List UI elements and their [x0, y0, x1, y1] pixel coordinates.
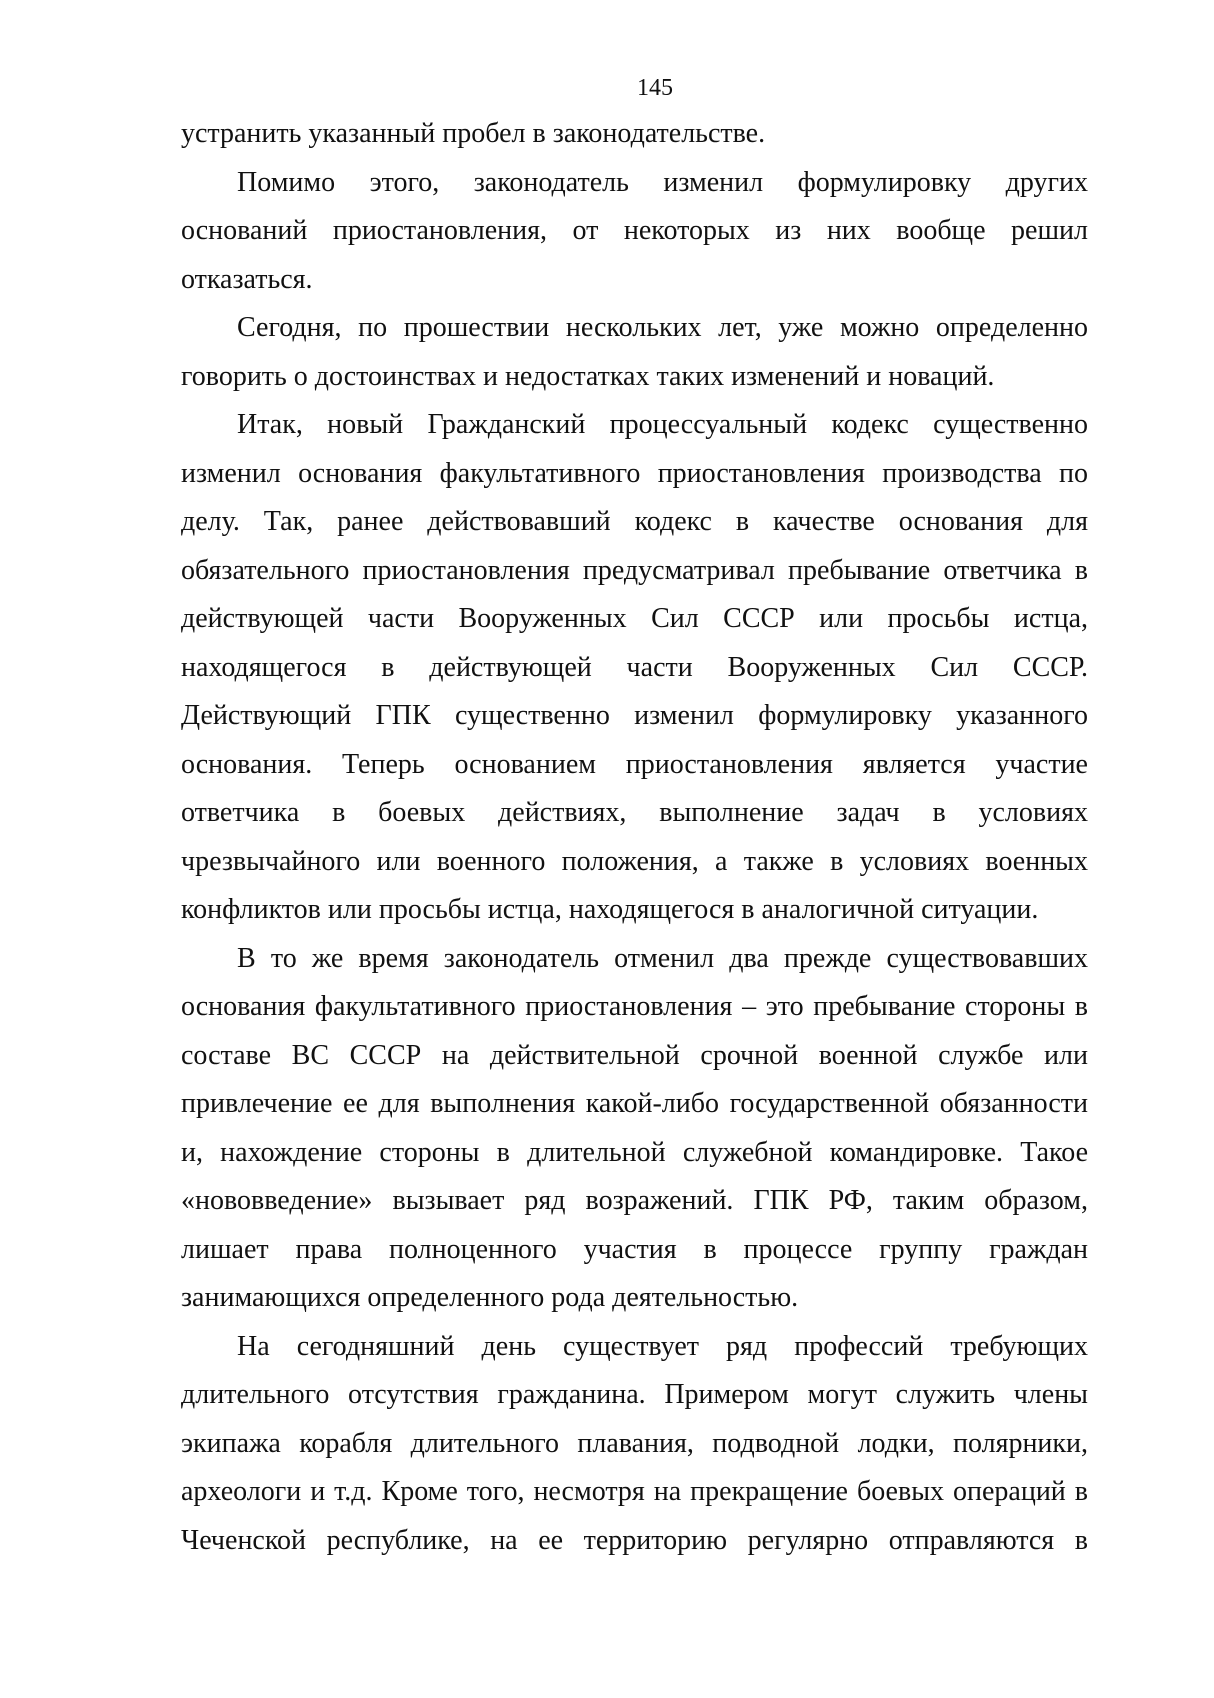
text-line: длительного отсутствия гражданина. Примером могут служить члены: [181, 1379, 1088, 1410]
text-line: оснований приостановления, от некоторых из них вообще решил: [181, 215, 1088, 246]
text-line: Сегодня, по прошествии нескольких лет, уже можно определенно: [237, 312, 1088, 343]
text-line: В то же время законодатель отменил два прежде существовавших: [237, 942, 1088, 974]
paragraph: [181, 401, 1088, 935]
text-line: ответчика в боевых действиях, выполнение задач в условиях: [181, 797, 1088, 828]
text-line: чрезвычайного или военного положения, а также в условиях военных: [181, 845, 1088, 877]
paragraph: [181, 1323, 1088, 1566]
text-line: Помимо этого, законодатель изменил формулировку других: [237, 166, 1088, 198]
text-line: делу. Так, ранее действовавший кодекс в качестве основания для: [181, 506, 1088, 537]
text-line: Действующий ГПК существенно изменил формулировку указанного: [181, 700, 1088, 731]
text-line: археологи и т.д. Кроме того, несмотря на прекращение боевых операций в: [181, 1476, 1088, 1507]
text-line: действующей части Вооруженных Сил СССР или просьбы истца,: [181, 603, 1088, 634]
text-line: привлечение ее для выполнения какой-либо государственной обязанности: [181, 1088, 1088, 1119]
text-line: обязательного приостановления предусматривал пребывание ответчика в: [181, 554, 1088, 586]
text-line: экипажа корабля длительного плавания, подводной лодки, полярники,: [181, 1427, 1088, 1459]
paragraph: [181, 110, 1088, 159]
text-line: изменил основания факультативного приостановления производства по: [181, 457, 1088, 489]
paragraph: [181, 935, 1088, 1323]
text-line: основания факультативного приостановления – это пребывание стороны в: [181, 991, 1088, 1022]
text-line: Итак, новый Гражданский процессуальный кодекс существенно: [237, 409, 1088, 440]
text-line: и, нахождение стороны в длительной служебной командировке. Такое: [181, 1136, 1088, 1168]
text-line: лишает права полноценного участия в процессе группу граждан: [181, 1233, 1088, 1265]
text-line: «нововведение» вызывает ряд возражений. ГПК РФ, таким образом,: [181, 1185, 1088, 1216]
text-line: конфликтов или просьбы истца, находящегося в аналогичной ситуации.: [181, 894, 1039, 925]
text-line: занимающихся определенного рода деятельностью.: [181, 1282, 799, 1313]
document-body: [181, 110, 1088, 1565]
text-line: устранить указанный пробел в законодательстве.: [181, 118, 766, 149]
page-number: 145: [637, 75, 673, 101]
text-line: находящегося в действующей части Вооруженных Сил СССР.: [181, 651, 1088, 683]
text-line: На сегодняшний день существует ряд профессий требующих: [237, 1330, 1088, 1362]
paragraph: [181, 159, 1088, 305]
text-line: Чеченской республике, на ее территорию регулярно отправляются в: [181, 1524, 1088, 1556]
text-line: отказаться.: [181, 263, 313, 295]
text-line: основания. Теперь основанием приостановления является участие: [181, 748, 1088, 780]
paragraph: [181, 304, 1088, 401]
text-line: составе ВС СССР на действительной срочной военной службе или: [181, 1039, 1088, 1071]
text-line: говорить о достоинствах и недостатках таких изменений и новаций.: [181, 360, 995, 392]
